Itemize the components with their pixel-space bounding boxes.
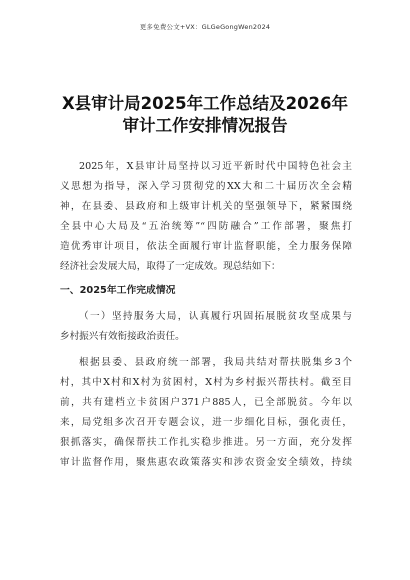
subsection-paragraph: [60, 307, 352, 347]
document-title: [50, 93, 360, 137]
intro-line: 义思想为指导，深入学习贯彻党的XX大和二十届历次全会精: [60, 181, 352, 192]
subsection-line: （一）坚持服务大局，认真履行巩固拓展脱贫攻坚成果与: [79, 311, 352, 322]
section-heading: 一、2025年工作完成情况: [60, 285, 176, 296]
intro-line: 2025年，X县审计局坚持以习近平新时代中国特色社会主: [79, 161, 352, 172]
intro-line: 神，在县委、县政府和上级审计机关的坚强领导下，紧紧围绕: [60, 201, 352, 212]
body-line: 来，局党组多次召开专题会议，进一步细化目标，强化责任，: [60, 417, 352, 428]
intro-paragraph: [60, 157, 352, 277]
body-line: 狠抓落实，确保帮扶工作扎实稳步推进。另一方面，充分发挥: [60, 437, 352, 448]
body-paragraph: [60, 353, 352, 473]
intro-line: 经济社会发展大局，取得了一定成效。现总结如下：: [60, 261, 281, 272]
body-line: 村，其中X村和X村为贫困村，X村为乡村振兴帮扶村。截至目: [60, 377, 352, 388]
intro-line: 全县中心大局及“五治统筹”“四防融合”工作部署，聚焦打: [60, 221, 352, 232]
body-line: 审计监督作用，聚焦惠农政策落实和涉农资金安全绩效，持续: [60, 457, 352, 468]
subsection-line: 乡村振兴有效衔接政治责任。: [60, 331, 185, 342]
title-line-2: 审计工作安排情况报告: [122, 116, 288, 135]
document-body: [60, 157, 352, 473]
intro-line: 造优秀审计项目，依法全面履行审计监督职能，全力服务保障: [60, 241, 352, 252]
body-line: 根据县委、县政府统一部署，我局共结对帮扶脱集乡3个: [79, 357, 352, 368]
body-line: 前，共有建档立卡贫困户371户885人，已全部脱贫。今年以: [60, 397, 352, 408]
title-line-1: X县审计局2025年工作总结及2026年: [61, 94, 349, 113]
header-watermark: 更多免费公文+VX：GLGeGongWen2024: [139, 23, 271, 31]
